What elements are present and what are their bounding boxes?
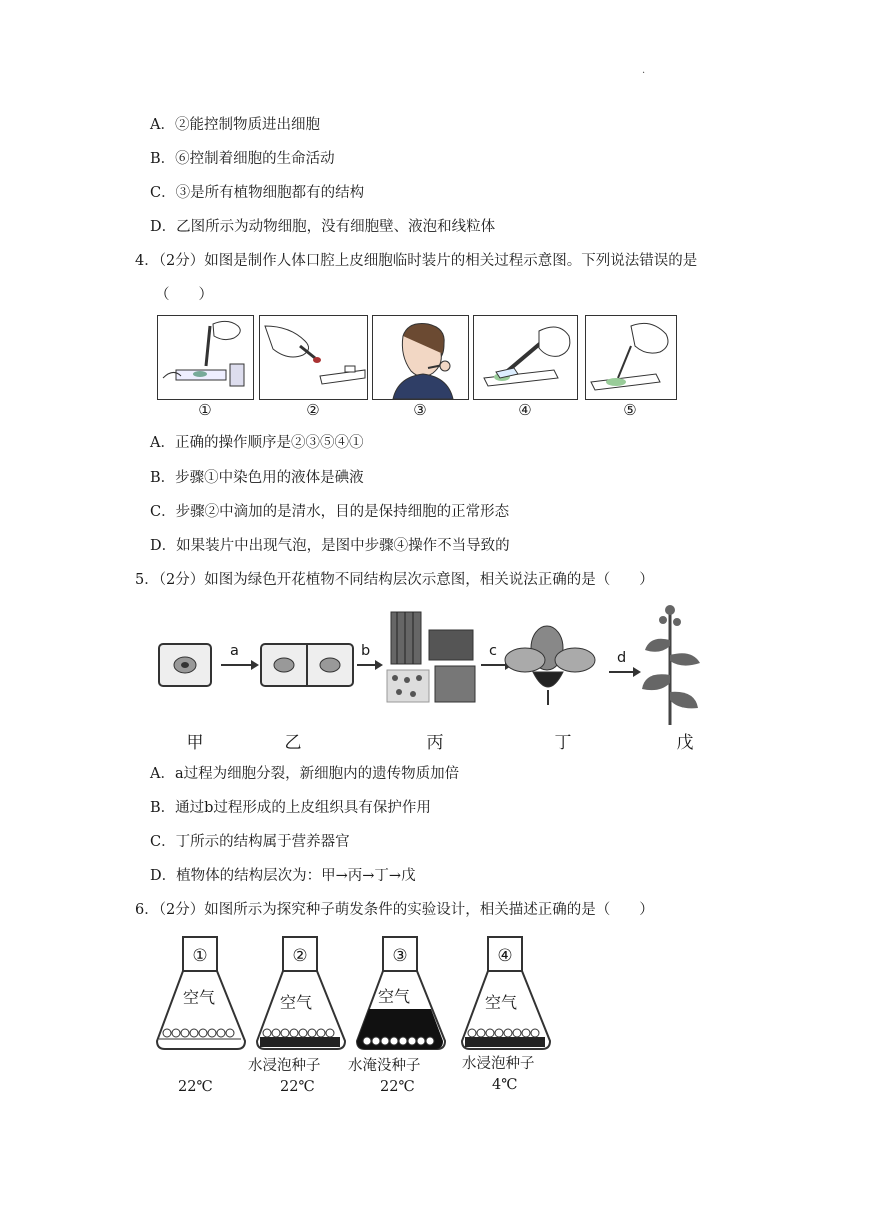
cover-slip-illustration: [474, 316, 577, 399]
q4-option-d: D．如果装片中出现气泡，是图中步骤④操作不当导致的: [150, 538, 510, 554]
q4-option-c: C．步骤②中滴加的是清水，目的是保持细胞的正常形态: [150, 504, 510, 520]
q4-option-b: B．步骤①中染色用的液体是碘液: [150, 470, 364, 486]
q4-option-a: A．正确的操作顺序是②③⑤④①: [150, 435, 364, 451]
q5-option-c: C．丁所示的结构属于营养器官: [150, 834, 350, 850]
page-mark: ·: [642, 68, 646, 79]
flask-1-number: ①: [192, 946, 208, 966]
q5-stem: 5．（2分）如图为绿色开花植物不同结构层次示意图，相关说法正确的是（ ）: [135, 572, 654, 588]
flask-2-air: 空气: [280, 993, 313, 1012]
step-2-panel: [259, 315, 368, 400]
stage-label-bing: 丙: [426, 733, 444, 753]
stage-label-wu: 戊: [676, 733, 694, 753]
single-cell-shape: [159, 644, 211, 686]
q4-stem-bracket: （ ）: [155, 287, 213, 303]
arrow-c-label: c: [489, 643, 497, 659]
flask-2-number: ②: [292, 946, 308, 966]
stage-label-yi: 乙: [284, 733, 302, 753]
flask-4-air: 空气: [485, 993, 518, 1012]
flask-4-label: 水浸泡种子: [462, 1056, 535, 1072]
step-5-label: ⑤: [623, 401, 637, 419]
flask-1-air: 空气: [183, 988, 216, 1007]
arrow-d-label: d: [617, 650, 627, 666]
tissues-shape: [387, 612, 475, 702]
dropping-illustration: [260, 316, 367, 399]
q3-option-b: B．⑥控制着细胞的生命活动: [150, 151, 335, 167]
staining-illustration: [158, 316, 253, 399]
q5-option-d: D．植物体的结构层次为：甲→丙→丁→戊: [150, 868, 416, 884]
step-3-panel: [372, 315, 469, 400]
two-cells-shape: [261, 644, 353, 686]
step-2-label: ②: [306, 401, 320, 419]
flask-3-temp: 22℃: [380, 1079, 415, 1095]
q3-option-a: A．②能控制物质进出细胞: [150, 117, 320, 133]
q5-figure: [155, 600, 725, 755]
q5-option-a: A．a过程为细胞分裂，新细胞内的遗传物质加倍: [150, 766, 460, 782]
step-4-label: ④: [518, 401, 532, 419]
flask-3-label: 水淹没种子: [348, 1058, 421, 1074]
whole-plant-shape: [642, 605, 700, 725]
step-5-panel: [585, 315, 677, 400]
flower-shape: [505, 626, 595, 705]
q3-option-d: D．乙图所示为动物细胞，没有细胞壁、液泡和线粒体: [150, 219, 496, 235]
flask-2-temp: 22℃: [280, 1079, 315, 1095]
step-1-label: ①: [198, 401, 212, 419]
smearing-illustration: [586, 316, 676, 399]
q3-option-c: C．③是所有植物细胞都有的结构: [150, 185, 365, 201]
plant-levels-diagram: [155, 600, 725, 725]
flask-3-number: ③: [392, 946, 408, 966]
q5-option-b: B．通过b过程形成的上皮组织具有保护作用: [150, 800, 431, 816]
step-4-panel: [473, 315, 578, 400]
flask-2-label: 水浸泡种子: [248, 1058, 321, 1074]
step-1-panel: [157, 315, 254, 400]
q6-figure: [150, 932, 570, 1102]
flask-4-number: ④: [497, 946, 513, 966]
q4-stem: 4．（2分）如图是制作人体口腔上皮细胞临时装片的相关过程示意图。下列说法错误的是: [135, 253, 698, 269]
scraping-mouth-illustration: [373, 316, 468, 399]
arrow-a-label: a: [230, 643, 239, 659]
flask-4-temp: 4℃: [492, 1077, 518, 1093]
q4-figure: [155, 315, 680, 425]
stage-label-ding: 丁: [554, 733, 572, 753]
stage-label-jia: 甲: [186, 733, 204, 753]
flask-3-air: 空气: [378, 987, 411, 1006]
step-3-label: ③: [413, 401, 427, 419]
arrow-b-label: b: [361, 643, 371, 659]
flask-1-temp: 22℃: [178, 1079, 213, 1095]
q6-stem: 6．（2分）如图所示为探究种子萌发条件的实验设计，相关描述正确的是（ ）: [135, 902, 654, 918]
